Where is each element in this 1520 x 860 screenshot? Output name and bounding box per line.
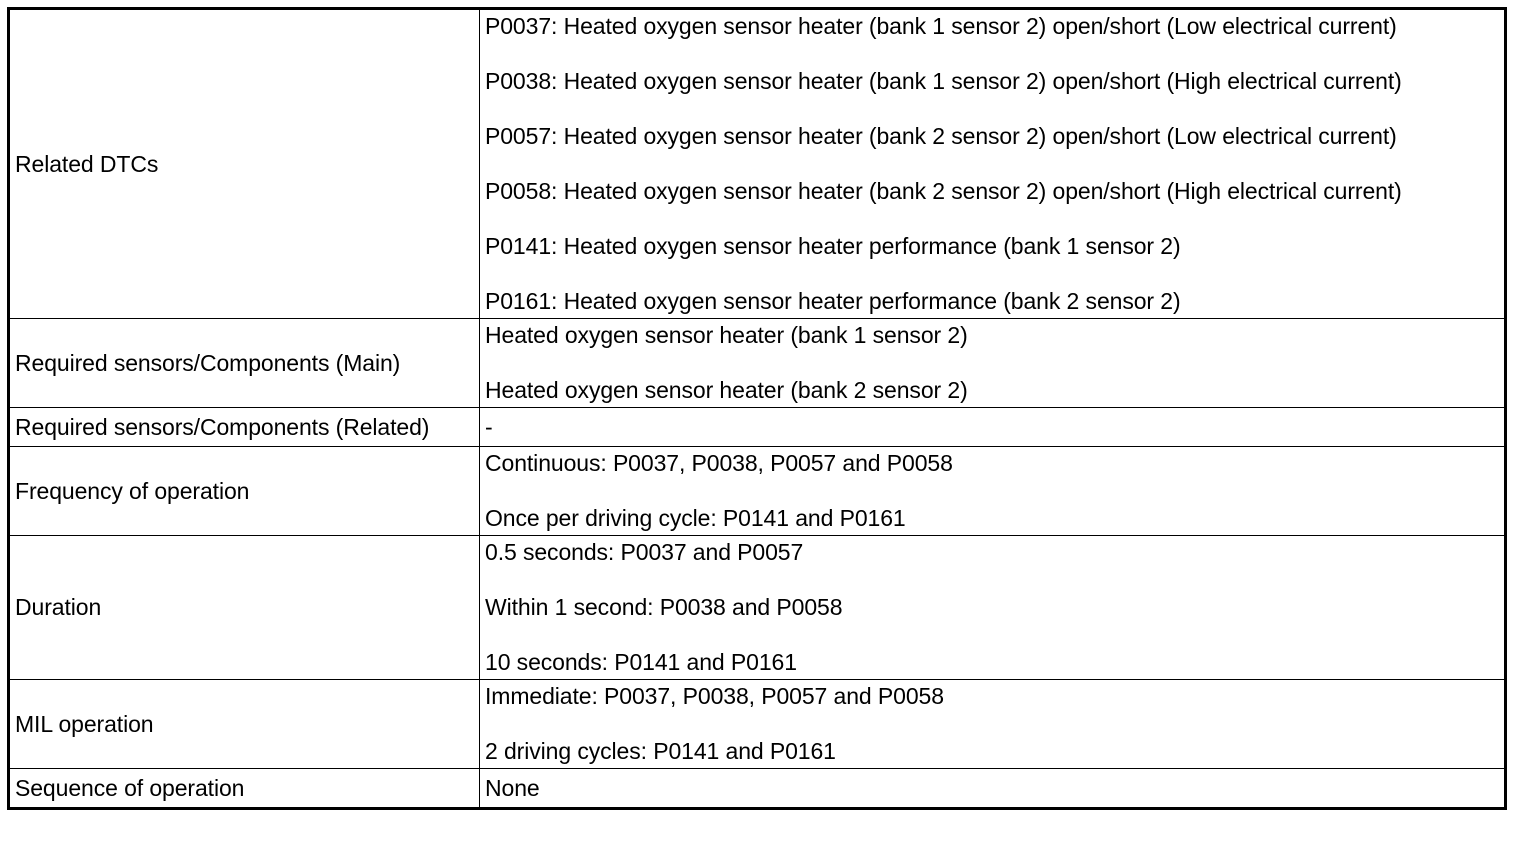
row-value [480,536,1506,680]
row-label: Sequence of operation [9,769,480,809]
value-line: P0038: Heated oxygen sensor heater (bank 1 sensor 2) open/short (High electrical current) [485,68,1402,94]
table-row [9,536,1506,680]
row-value [480,319,1506,408]
row-value: - [480,408,1506,447]
value-line: Immediate: P0037, P0038, P0057 and P0058 [485,683,944,709]
table-row [9,408,1506,447]
value-line: 0.5 seconds: P0037 and P0057 [485,539,804,565]
value-line: P0057: Heated oxygen sensor heater (bank 2 sensor 2) open/short (Low electrical current) [485,123,1397,149]
value-line: P0161: Heated oxygen sensor heater performance (bank 2 sensor 2) [485,288,1181,314]
dtc-spec-table [7,7,1507,810]
row-label: Required sensors/Components (Main) [9,319,480,408]
row-label: Frequency of operation [9,447,480,536]
table-row [9,769,1506,809]
row-value: None [480,769,1506,809]
value-line: 10 seconds: P0141 and P0161 [485,649,797,675]
row-value [480,9,1506,319]
value-line: Once per driving cycle: P0141 and P0161 [485,505,906,531]
value-line: P0058: Heated oxygen sensor heater (bank 2 sensor 2) open/short (High electrical current) [485,178,1402,204]
table-row [9,9,1506,319]
row-label: Related DTCs [9,9,480,319]
value-line: Heated oxygen sensor heater (bank 2 sensor 2) [485,377,968,403]
table-row [9,319,1506,408]
row-label: Duration [9,536,480,680]
row-label: Required sensors/Components (Related) [9,408,480,447]
value-line: Within 1 second: P0038 and P0058 [485,594,843,620]
value-line: P0037: Heated oxygen sensor heater (bank 1 sensor 2) open/short (Low electrical current) [485,13,1397,39]
row-value [480,680,1506,769]
value-line: Continuous: P0037, P0038, P0057 and P0058 [485,450,953,476]
row-value [480,447,1506,536]
value-line: 2 driving cycles: P0141 and P0161 [485,738,836,764]
table-row [9,447,1506,536]
value-line: P0141: Heated oxygen sensor heater performance (bank 1 sensor 2) [485,233,1181,259]
row-label: MIL operation [9,680,480,769]
value-line: Heated oxygen sensor heater (bank 1 sensor 2) [485,322,968,348]
table-row [9,680,1506,769]
